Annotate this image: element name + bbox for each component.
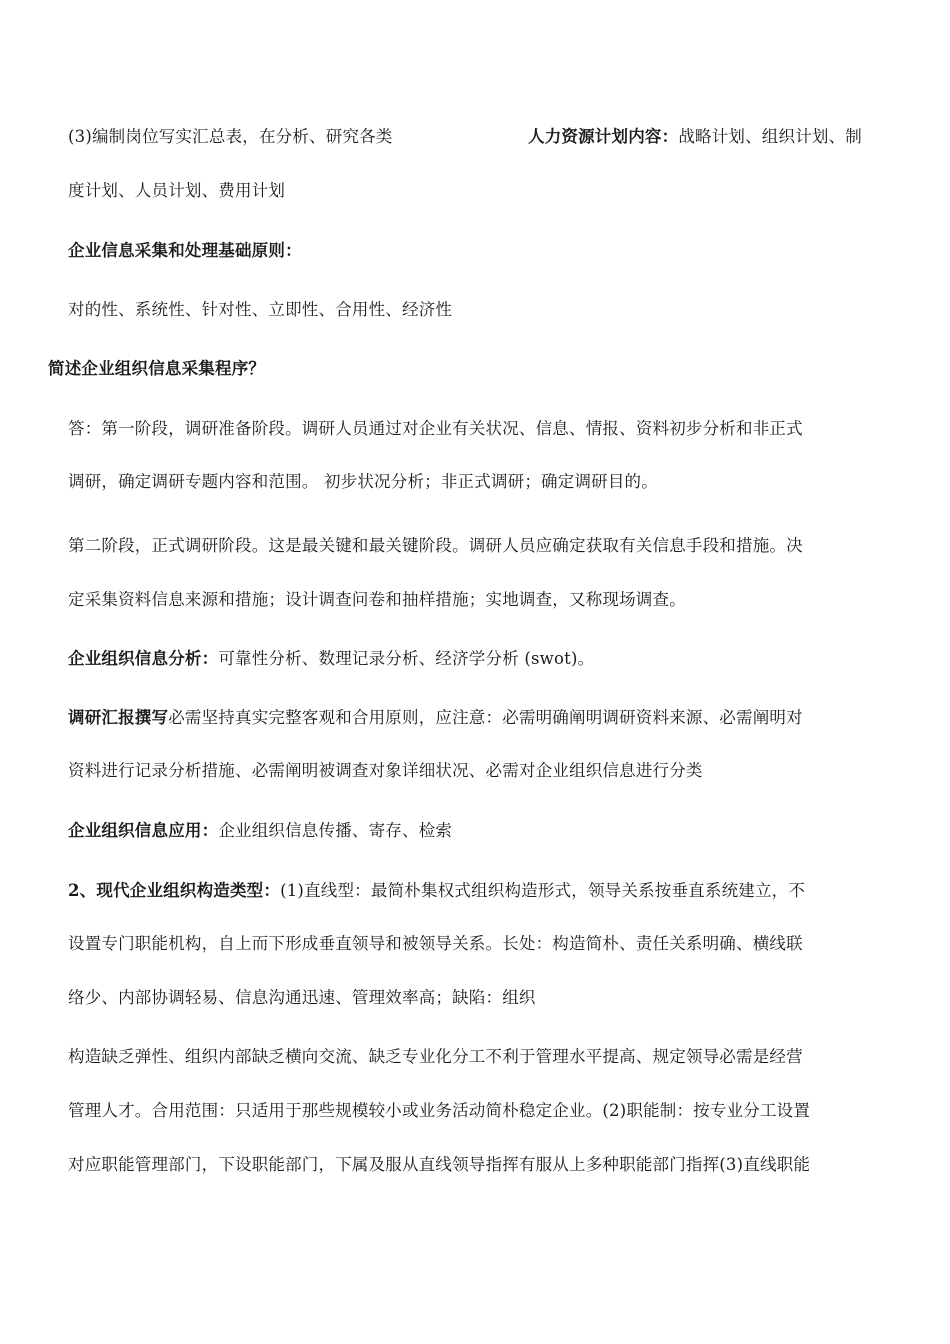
hr-plan-label: 人力资源计划内容：: [528, 127, 679, 146]
stage1-line-1: 答：第一阶段，调研准备阶段。调研人员通过对企业有关状况、信息、情报、资料初步分析和非正式: [68, 419, 803, 438]
structure-label: 2、现代企业组织构造类型：: [68, 881, 281, 900]
stage2-line-2: 定采集资料信息来源和措施；设计调查问卷和抽样措施；实地调查，又称现场调查。: [68, 590, 686, 609]
analysis-line: [68, 648, 594, 670]
application-line: [68, 820, 452, 842]
structure-line-6: 对应职能管理部门，下设职能部门，下属及服从直线领导指挥有服从上多种职能部门指挥(3)直线职能: [68, 1155, 811, 1174]
procedure-question: 简述企业组织信息采集程序？: [48, 359, 266, 378]
report-line-2: 资料进行记录分析措施、必需阐明被调查对象详细状况、必需对企业组织信息进行分类: [68, 761, 703, 780]
application-label: 企业组织信息应用：: [68, 821, 219, 840]
application-text: 企业组织信息传播、寄存、检索: [218, 821, 453, 840]
structure-line-4: 构造缺乏弹性、组织内部缺乏横向交流、缺乏专业化分工不利于管理水平提高、规定领导必需是经营: [68, 1047, 803, 1066]
stage2-line-1: 第二阶段，正式调研阶段。这是最关键和最关键阶段。调研人员应确定获取有关信息手段和措施。决: [68, 536, 803, 555]
report-line-1: [68, 707, 803, 729]
info-principle-title: 企业信息采集和处理基础原则：: [68, 241, 302, 260]
structure-line-3: 络少、内部协调轻易、信息沟通迅速、管理效率高；缺陷：组织: [68, 988, 536, 1007]
structure-text: (1)直线型：最简朴集权式组织构造形式，领导关系按垂直系统建立，不: [280, 881, 806, 900]
structure-line-5: 管理人才。合用范围：只适用于那些规模较小或业务活动简朴稳定企业。(2)职能制：按专业分工设置: [68, 1101, 811, 1120]
structure-line-1: [68, 880, 805, 902]
line-1-left: (3)编制岗位写实汇总表，在分析、研究各类: [68, 127, 393, 146]
stage1-line-2: 调研，确定调研专题内容和范围。 初步状况分析；非正式调研；确定调研目的。: [68, 472, 658, 491]
line-1-right: [528, 126, 862, 148]
analysis-label: 企业组织信息分析：: [68, 649, 219, 668]
report-label: 调研汇报撰写: [68, 708, 169, 727]
hr-plan-text: 战略计划、组织计划、制: [678, 127, 863, 146]
analysis-text: 可靠性分析、数理记录分析、经济学分析 (swot)。: [218, 649, 595, 668]
info-principle-text: 对的性、系统性、针对性、立即性、合用性、经济性: [68, 300, 453, 319]
report-text: 必需坚持真实完整客观和合用原则，应注意：必需明确阐明调研资料来源、必需阐明对: [168, 708, 803, 727]
line-2: 度计划、人员计划、费用计划: [68, 181, 286, 200]
structure-line-2: 设置专门职能机构，自上而下形成垂直领导和被领导关系。长处：构造简朴、责任关系明确、横线联: [68, 934, 803, 953]
